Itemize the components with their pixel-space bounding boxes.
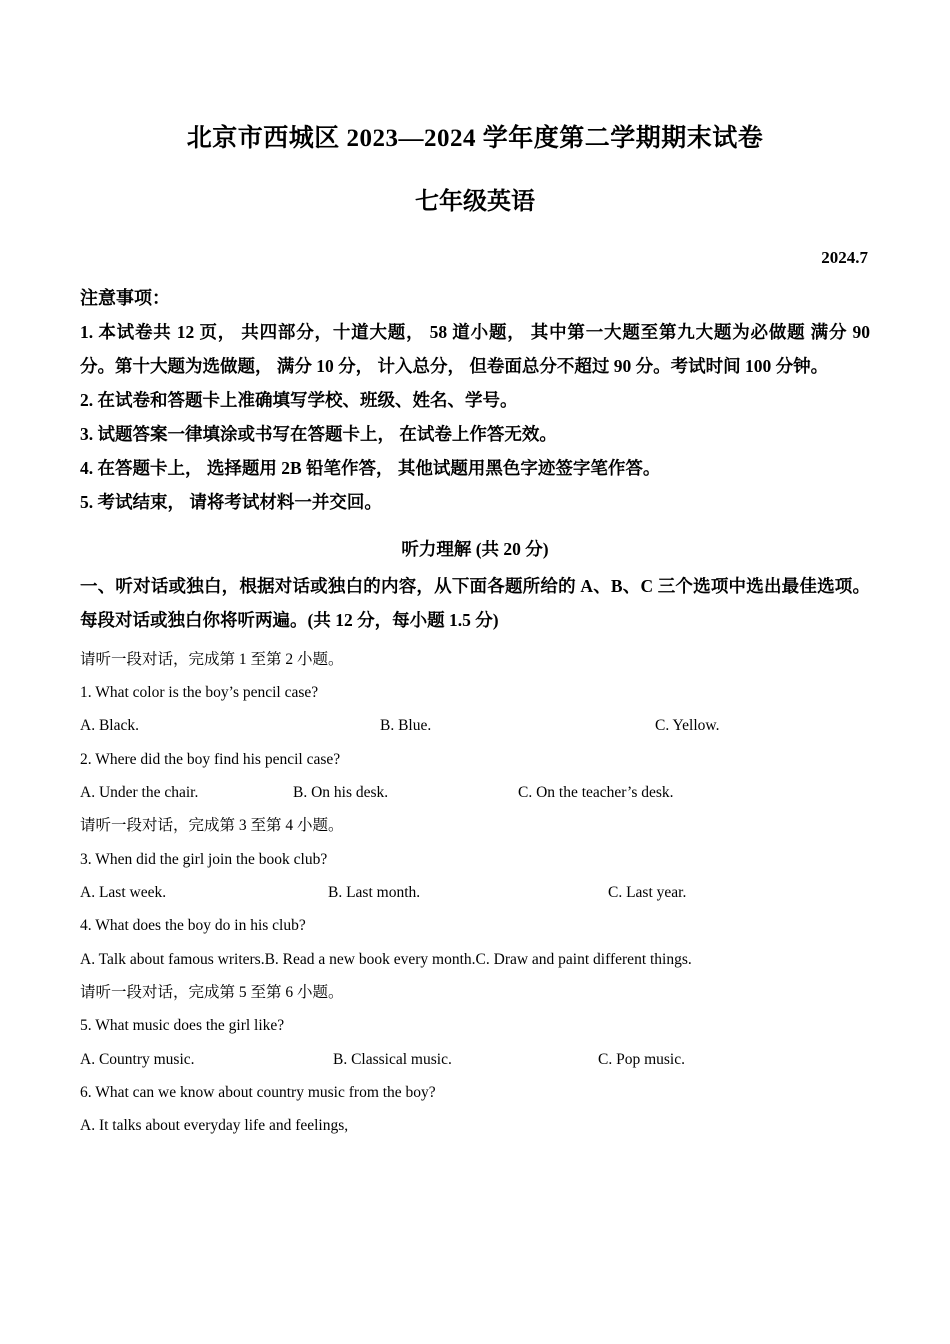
- option-a[interactable]: A. Under the chair.: [80, 784, 199, 802]
- question-text: 1. What color is the boy’s pencil case?: [80, 684, 319, 702]
- question-text: 6. What can we know about country music from the boy?: [80, 1083, 436, 1101]
- listening-direction: 请听一段对话，完成第 5 至第 6 小题。: [80, 983, 344, 1001]
- option-a[interactable]: A. Last week.: [80, 883, 167, 901]
- question-options: [80, 876, 870, 909]
- question-options: [80, 776, 870, 809]
- question-text: 5. What music does the girl like?: [80, 1017, 285, 1035]
- listening-direction: 请听一段对话，完成第 3 至第 4 小题。: [80, 817, 344, 835]
- option-c[interactable]: C. Last year.: [608, 883, 687, 901]
- option-c[interactable]: C. Draw and paint different things.: [475, 950, 692, 968]
- notice-heading: 注意事项：: [80, 287, 170, 308]
- exam-date: 2024.7: [821, 247, 868, 267]
- option-b[interactable]: B. On his desk.: [293, 784, 389, 802]
- option-a[interactable]: A. Talk about famous writers.: [80, 950, 265, 968]
- listening-direction: 请听一段对话，完成第 1 至第 2 小题。: [80, 650, 344, 668]
- question-options: [80, 1109, 870, 1142]
- option-b[interactable]: B. Classical music.: [333, 1050, 452, 1068]
- option-b[interactable]: B. Read a new book every month.: [264, 950, 476, 968]
- question-text: 3. When did the girl join the book club?: [80, 850, 328, 868]
- option-b[interactable]: B. Blue.: [380, 717, 432, 735]
- option-b[interactable]: B. Last month.: [328, 883, 421, 901]
- question-options: [80, 1043, 870, 1076]
- page-subtitle: 七年级英语: [415, 188, 535, 215]
- question-text: 2. Where did the boy find his pencil case?: [80, 750, 341, 768]
- option-a[interactable]: A. Black.: [80, 717, 139, 735]
- option-c[interactable]: C. On the teacher’s desk.: [518, 784, 674, 802]
- notice-item-5: 5. 考试结束， 请将考试材料一并交回。: [80, 492, 382, 513]
- question-text: 4. What does the boy do in his club?: [80, 917, 306, 935]
- question-options: [80, 709, 870, 742]
- question-options: [80, 943, 870, 976]
- notice-item-2: 2. 在试卷和答题卡上准确填写学校、班级、姓名、学号。: [80, 390, 518, 411]
- page-title: 北京市西城区 2023—2024 学年度第二学期期末试卷: [186, 125, 764, 152]
- option-c[interactable]: C. Yellow.: [655, 717, 720, 735]
- notice-item-1: 1. 本试卷共 12 页， 共四部分，十道大题， 58 道小题， 其中第一大题至第九大题为必做题 满分 90 分。第十大题为选做题， 满分 10 分， 计入总分， 但卷面总分不超过 90 分。考试时间 100 分钟。: [80, 321, 870, 376]
- notice-item-3: 3. 试题答案一律填涂或书写在答题卡上， 在试卷上作答无效。: [80, 424, 557, 445]
- part-one-instructions: 一、听对话或独白，根据对话或独白的内容，从下面各题所给的 A、B、C 三个选项中选出最佳选项。每段对话或独白你将听两遍。(共 12 分，每小题 1.5 分): [80, 575, 870, 630]
- section-heading-listening: 听力理解 (共 20 分): [401, 538, 549, 559]
- option-a[interactable]: A. Country music.: [80, 1050, 195, 1068]
- option-a[interactable]: A. It talks about everyday life and feelings,: [80, 1117, 349, 1135]
- option-c[interactable]: C. Pop music.: [598, 1050, 685, 1068]
- notice-item-4: 4. 在答题卡上， 选择题用 2B 铅笔作答， 其他试题用黑色字迹签字笔作答。: [80, 458, 661, 479]
